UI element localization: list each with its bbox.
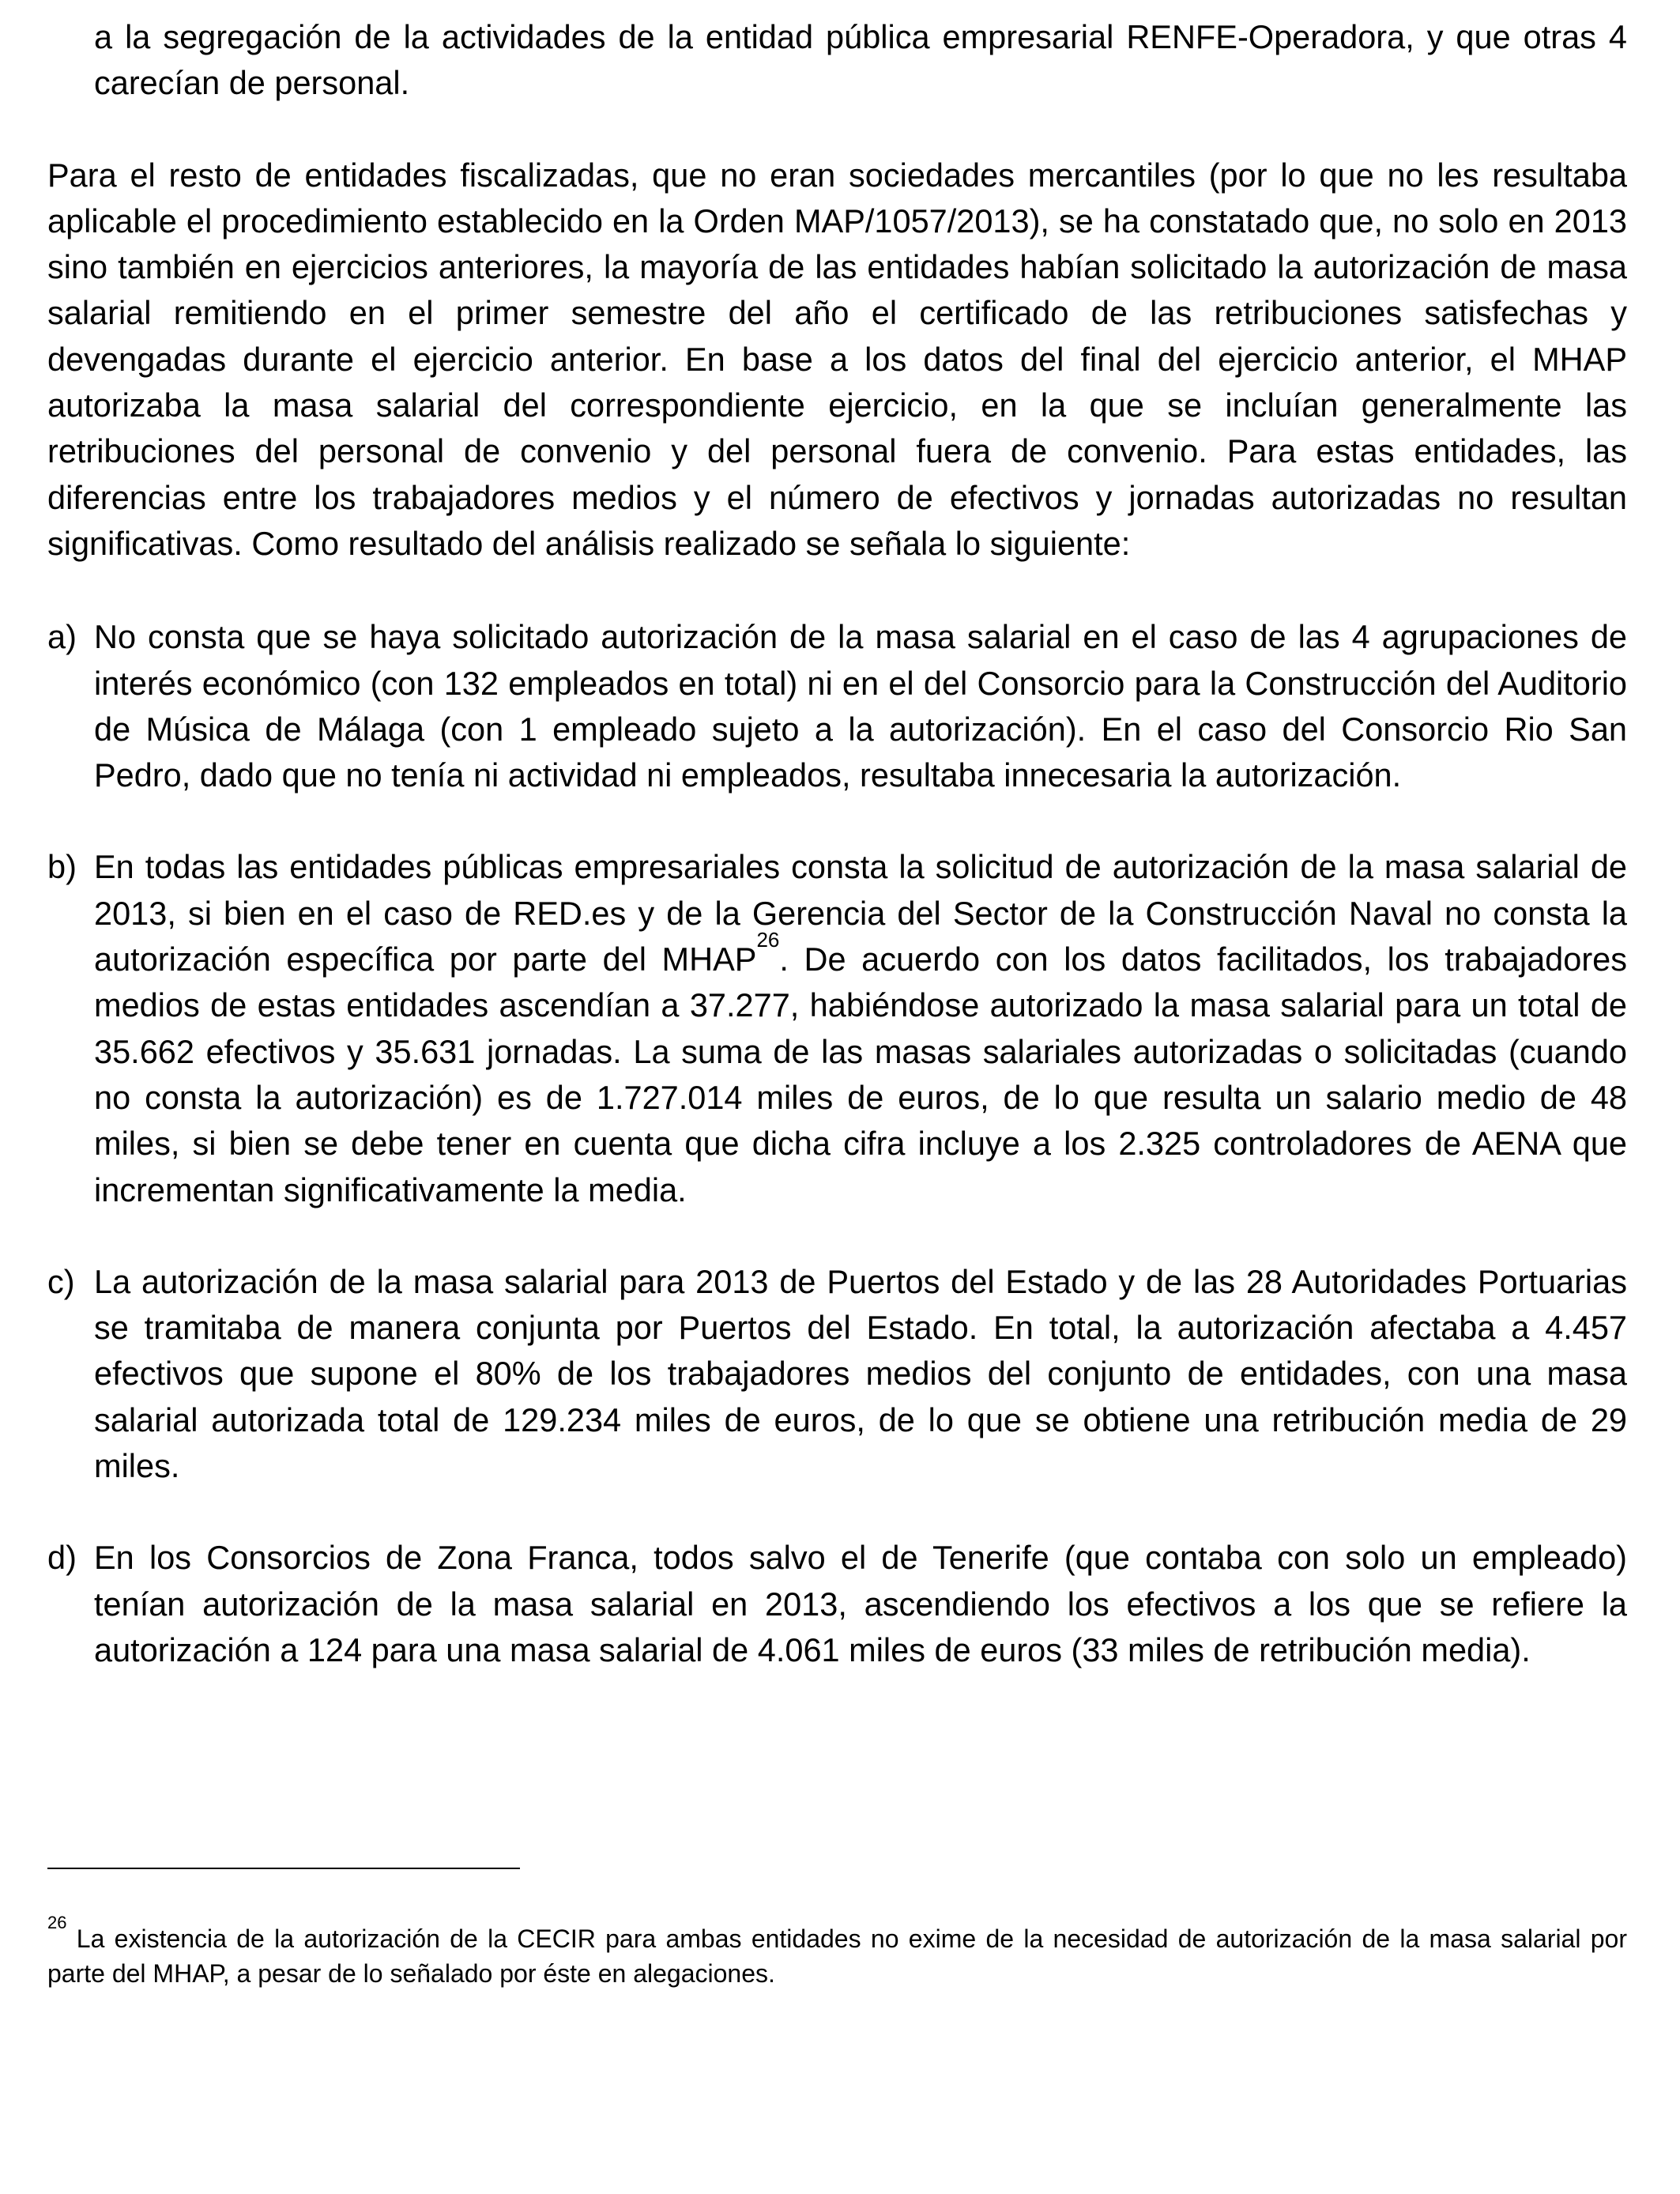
list-marker-c: c) (47, 1262, 75, 1300)
list-item-a (47, 614, 1627, 798)
document-body (47, 14, 1627, 1673)
footnote-number: 26 (47, 1913, 67, 1933)
list-marker-a: a) (47, 618, 77, 656)
footnote-separator (47, 1868, 520, 1869)
list-item-d (47, 1535, 1627, 1673)
list-item-d-text: En los Consorcios de Zona Franca, todos salvo el de Tenerife (que contaba con solo un empleado) tenían autorización de la masa salarial en 2013, ascendiendo los efectivos a los que se refiere la autorización a 124 para una masa salarial de 4.061 miles de euros (33 miles de retribución media). (94, 1539, 1627, 1668)
list-item-b-text-before: En todas las entidades públicas empresariales consta la solicitud de autorización de la masa salarial de 2013, si bien en el caso de RED.es y de la Gerencia del Sector de la Construcción Naval no consta la autorización específica por parte del MHAP (94, 848, 1627, 978)
main-paragraph: Para el resto de entidades fiscalizadas, que no eran sociedades mercantiles (por lo que no les resultaba aplicable el procedimiento establecido en la Orden MAP/1057/2013), se ha constatado que, no solo en 2013 sino también en ejercicios anteriores, la mayoría de las entidades habían solicitado la autorización de masa salarial remitiendo en el primer semestre del año el certificado de las retribuciones satisfechas y devengadas durante el ejercicio anterior. En base a los datos del final del ejercicio anterior, el MHAP autorizaba la masa salarial del correspondiente ejercicio, en la que se incluían generalmente las retribuciones del personal de convenio y del personal fuera de convenio. Para estas entidades, las diferencias entre los trabajadores medios y el número de efectivos y jornadas autorizadas no resultan significativas. Como resultado del análisis realizado se señala lo siguiente: (47, 156, 1627, 562)
intro-continuation-paragraph: a la segregación de la actividades de la entidad pública empresarial RENFE-Operadora, y que otras 4 carecían de personal. (94, 18, 1627, 102)
findings-list (47, 614, 1627, 1673)
footnote (47, 1913, 1627, 1991)
list-item-a-text: No consta que se haya solicitado autorización de la masa salarial en el caso de las 4 agrupaciones de interés económico (con 132 empleados en total) ni en el del Consorcio para la Construcción del Auditorio de Música de Málaga (con 1 empleado sujeto a la autorización). En el caso del Consorcio Rio San Pedro, dado que no tenía ni actividad ni empleados, resultaba innecesaria la autorización. (94, 618, 1627, 794)
footnote-text: La existencia de la autorización de la CECIR para ambas entidades no exime de la necesidad de autorización de la masa salarial por parte del MHAP, a pesar de lo señalado por éste en alegaciones. (47, 1924, 1627, 1988)
list-item-c (47, 1259, 1627, 1489)
list-marker-b: b) (47, 848, 77, 886)
list-item-b-text-after: . De acuerdo con los datos facilitados, los trabajadores medios de estas entidades ascendían a 37.277, habiéndose autorizado la masa salarial para un total de 35.662 efectivos y 35.631 jornadas. La suma de las masas salariales autorizadas o solicitadas (cuando no consta la autorización) es de 1.727.014 miles de euros, de lo que resulta un salario medio de 48 miles, si bien se debe tener en cuenta que dicha cifra incluye a los 2.325 controladores de AENA que incrementan significativamente la media. (94, 941, 1627, 1208)
list-item-b (47, 844, 1627, 1212)
list-item-c-text: La autorización de la masa salarial para 2013 de Puertos del Estado y de las 28 Autoridades Portuarias se tramitaba de manera conjunta por Puertos del Estado. En total, la autorización afectaba a 4.457 efectivos que supone el 80% de los trabajadores medios del conjunto de entidades, con una masa salarial autorizada total de 129.234 miles de euros, de lo que se obtiene una retribución media de 29 miles. (94, 1262, 1627, 1485)
footnote-reference[interactable]: 26 (756, 928, 780, 952)
list-marker-d: d) (47, 1539, 77, 1577)
